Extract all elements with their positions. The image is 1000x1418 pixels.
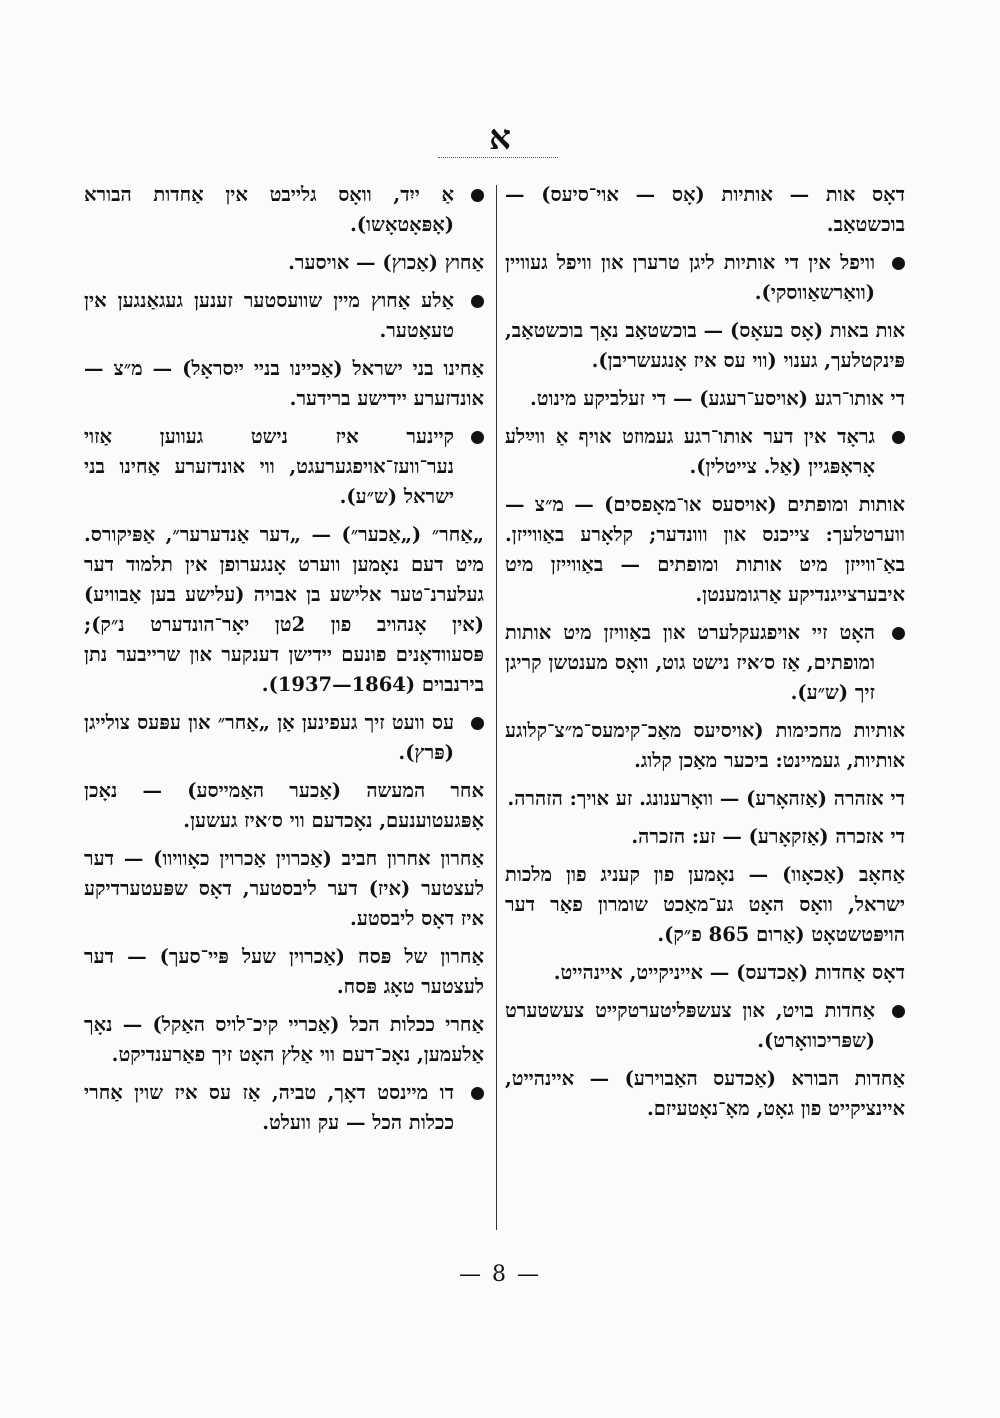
example-sentence [505,248,905,308]
bullet-icon [471,295,484,308]
entry-text: האָט זיי אויפגעקלערט און באַוויזן מיט אותות ומופתים, אַז ס׳איז נישט גוט, וואָס מענטשן קריגן זיך (ש״ע). [505,621,875,704]
entry-text: די אזכרה (אַזקאָרע) — זע: הזכרה. [631,825,905,848]
example-sentence [84,1078,484,1138]
entry-text: דאָס אות — אותיות (אָס — אוי־סיעס) — בוכשטאַב. [505,183,905,236]
bullet-icon [471,189,484,202]
entry-text: אַחאָב (אַכאָוו) — נאָמען פון קעניג פון מלכות ישראל, וואָס האָט גע־מאַכט שומרון פאַר דער הויפּטשטאָט (אַרום 865 פ״ק). [505,863,905,946]
entry-text: די אזהרה (אַזהאָרע) — וואָרענונג. זע אויך: הזהרה. [507,787,905,810]
bullet-icon [892,1005,905,1018]
entry-text: קיינער איז נישט געווען אַזוי נער־וועז־אויפגערעגט, ווי אונדזערע אַחינו בני ישראל (ש״ע). [84,425,454,508]
bullet-icon [892,257,905,270]
entry-text: אַחרי ככלות הכל (אַכריי קיכ־לויס האַקל) — נאָך אַלעמען, נאָכ־דעם ווי אַלץ האָט זיך פאַרענדיקט. [84,1013,484,1066]
entry-text: אַחרון אחרון חביב (אַכרוין אַכרוין כאָוויוו) — דער לעצטער (איז) דער ליבסטער, דאָס שפּעטערדיקע איז דאָס ליבסטע. [84,847,484,930]
header-rule [438,157,558,158]
entry-text: „אַחר״ („אַכער״) — „דער אַנדערער״, אַפּיקורס. מיט דעם נאָמען ווערט אָנגערופן אין תלמוד דער געלערנ־טער אלישע בן אבויה (עלישע בען אַבוויע) (אין אָנהויב פון 2טן יאָר־הונדערט נ״ק); פּסעוודאָנים פונעם יידישן דענקער און שרייבער נתן בירנבוים (1864—1937). [84,523,484,696]
bullet-icon [892,431,905,444]
entry-text: אַחרון של פּסח (אַכרוין שעל פּיי־סעך) — דער לעצטער טאָג פּסח. [84,945,484,998]
entry-text: אחר המעשה (אַכער האַמייסע) — נאָכן אָפּגעטוענעם, נאָכדעם ווי ס׳איז געשען. [84,779,484,832]
example-sentence [84,422,484,512]
example-sentence [84,286,484,346]
dictionary-entry [84,942,484,1002]
left-column [84,180,484,1146]
dictionary-entry [505,1064,905,1124]
dictionary-entry [505,822,905,852]
dictionary-entry [84,354,484,414]
entry-text: וויפל אין די אותיות ליגן טרערן און וויפל געוויין (וואַרשאַווסקי). [505,251,875,304]
bullet-icon [892,627,905,640]
entry-text: עס וועט זיך געפינען אַן „אַחר״ און עפּעס צולייגן (פּרץ). [84,711,454,764]
entry-text: אותות ומופתים (אויסעס או־מאָפסים) — מ״צ — ווערטלעך: צייכנס און ווונדער; קלאָרע באַווייזן. באַ־ווייזן מיט אותות ומופתים — באַווייזן מיט איבערצייגנדיקע אַרגומענטן. [505,493,905,606]
entry-text: אות באות (אָס בעאָס) — בוכשטאַב נאָך בוכשטאַב, פּינקטלעך, גענוי (ווי עס איז אָנגעשריבן). [505,319,905,372]
right-column [505,180,905,1132]
example-sentence [505,422,905,482]
example-sentence [84,180,484,240]
dictionary-entry [505,180,905,240]
dictionary-entry [84,776,484,836]
example-sentence [505,618,905,708]
bullet-icon [471,717,484,730]
dictionary-entry [505,784,905,814]
entry-text: אַחינו בני ישראל (אַכיינו בניי ייִסראָל) — מ״צ — אונדזערע יידישע ברידער. [84,357,484,410]
entry-text: אותיות מחכימות (אויסיעס מאַכ־קימעס־מ״צ־קלוגע אותיות, געמיינט: ביכער מאַכן קלוג. [505,719,905,772]
dictionary-entry [505,716,905,776]
column-divider [496,185,497,1230]
page-header-letter: א [489,118,511,158]
dictionary-entry [505,860,905,950]
page-number: — 8 — [459,1262,541,1287]
dictionary-entry [84,520,484,700]
dictionary-entry [505,490,905,610]
entry-text: אַחוץ (אַכוץ) — אויסער. [288,251,484,274]
entry-text: גראָד אין דער אותו־רגע געמוזט אויף אַ ווײַלע אָראָפּגיין (אַל. צייטלין). [505,425,875,478]
entry-text: דו מיינסט דאָך, טביה, אַז עס איז שוין אַחרי ככלות הכל — עק וועלט. [84,1081,454,1134]
dictionary-entry [84,1010,484,1070]
example-sentence [505,996,905,1056]
bullet-icon [471,431,484,444]
dictionary-entry [505,316,905,376]
dictionary-entry [84,844,484,934]
entry-text: די אותו־רגע (אויסע־רעגע) — די זעלביקע מינוט. [529,387,905,410]
entry-text: דאָס אַחדות (אַכדעס) — אייניקייט, איינהייט. [553,961,905,984]
entry-text: אַחדות הבורא (אַכדעס האַבוירע) — איינהייט, איינציקייט פון גאָט, מאָ־נאָטעיזם. [505,1067,905,1120]
entry-text: אַלע אַחוץ מיין שוועסטער זענען געגאַנגען אין טעאַטער. [84,289,454,342]
entry-text: אַחדות בויט, און צעשפּליטערטקייט צעשטערט (שפּריכוואָרט). [505,999,875,1052]
dictionary-entry [84,248,484,278]
dictionary-entry [505,384,905,414]
example-sentence [84,708,484,768]
entry-text: אַ ייִד, וואָס גלייבט אין אַחדות הבורא (אָפּאָטאָשו). [84,183,454,236]
bullet-icon [471,1087,484,1100]
dictionary-entry [505,958,905,988]
